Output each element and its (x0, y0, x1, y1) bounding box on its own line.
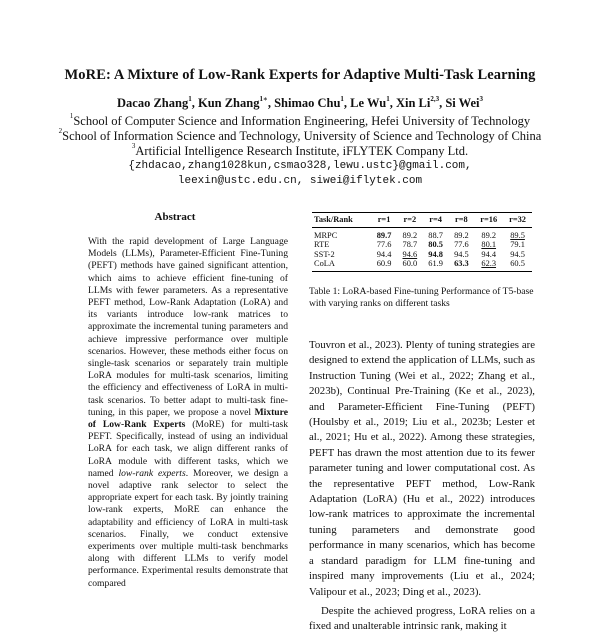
author: Shimao Chu$^1$ (274, 95, 344, 110)
author: Le Wu$^1$ (350, 95, 390, 110)
table-row: MRPC 89.7 89.2 88.7 89.2 89.2 89.5 (314, 230, 525, 240)
paragraph: Touvron et al., 2023). Plenty of tuning strategies are designed to extend the application of LLMs, such as Instruction Tuning (Wei et al., 2022; Zhang et al., 2023b), Continual Pre-Training (Ke et al., 2023), and Parameter-Efficient Fine-Tuning (PEFT) (Houlsby et al., 2019; Liu et al., 2023b; Lester et al., 2021; Hu et al., 2022). Among these strategies, PEFT has drawn the most attention due to its fewer parameter tuning and lower computational cost. As the representative PEFT method, Low-Rank Adaptation (LoRA) (Hu et al., 2022) introduces low-rank matrices to approximate the incremental tuning parameters and demonstrate good performance in many scenarios, which has become a standard paradigm for LLM fine-tuning and inspired many improvements (Liu et al., 2024; Valipour et al., 2023; Ding et al., 2023). (309, 339, 535, 598)
affiliation: $^2$School of Information Science and Technology, University of Science and Technology of China (58, 127, 542, 143)
rank-performance-table (312, 212, 532, 272)
author: Dacao Zhang$^1$ (117, 95, 192, 110)
table-caption: Table 1: LoRA-based Fine-tuning Performance of T5-base with varying ranks on different tasks (309, 286, 534, 310)
paragraph: Despite the achieved progress, LoRA relies on a fixed and unalterable intrinsic rank, making it (309, 604, 535, 633)
email-line: {zhdacao,zhang1028kun,csmao328,lewu.ustc}@gmail.com, (128, 160, 472, 172)
author: Kun Zhang$^{1∗}$ (197, 95, 268, 110)
author: Si Wei$^3$ (445, 95, 483, 110)
abstract-heading: Abstract (154, 211, 196, 223)
paper-title: MoRE: A Mixture of Low-Rank Experts for Adaptive Multi-Task Learning (64, 67, 536, 83)
email-line: leexin@ustc.edu.cn, siwei@iflytek.com (177, 175, 423, 187)
table-header-row: Task/Rank r=1 r=2 r=4 r=8 r=16 r=32 (312, 213, 532, 228)
affiliation: $^1$School of Computer Science and Information Engineering, Hefei University of Technology (69, 112, 531, 128)
affiliation: $^3$Artificial Intelligence Research Institute, iFLYTEK Company Ltd. (131, 142, 469, 158)
body-text (309, 338, 535, 635)
abstract-text: With the rapid development of Large Language Models (LLMs), Parameter-Efficient Fine-Tuning (PEFT) methods have gained significant attention, which aims to achieve efficient fine-tuning of LLMs with fewer parameters. As a representative PEFT method, Low-Rank Adaptation (LoRA) and its variants introduce low-rank matrices to approximate the incremental tuning parameters and achieve impressive performance over multiple scenarios. However, these methods either focus on single-task scenarios or separately train multiple LoRA modules for multi-task scenarios, limiting the efficiency and effectiveness of LoRA in multi-task scenarios. To better adapt to multi-task fine-tuning, in this paper, we propose a novel Mixture of Low-Rank Experts (MoRE) for multi-task PEFT. Specifically, instead of using an individual LoRA for each task, we align different ranks of LoRA module with different tasks, which we named low-rank experts. Moreover, we design a novel adaptive rank selector to select the appropriate expert for each task. By jointly training low-rank experts, MoRE can enhance the adaptability and efficiency of LoRA in multi-task scenarios. Finally, we conduct extensive experiments over multiple multi-task benchmarks along with different LLMs to verify model performance. Experimental results demonstrate that compared (88, 236, 289, 589)
table-row: CoLA 60.9 60.0 61.9 63.3 62.3 60.5 (312, 259, 532, 271)
method-name: Mixture of Low-Rank Experts (88, 406, 288, 431)
table-row: SST-2 94.4 94.6 94.8 94.5 94.4 94.5 (314, 249, 525, 259)
low-rank-experts-term: low-rank experts (118, 467, 186, 479)
author-list: Dacao Zhang$^1$, Kun Zhang$^{1∗}$, Shimao Chu$^1$, Le Wu$^1$, Xin Li$^{2,3}$, Si Wei$^3$ (117, 95, 483, 110)
table-row: RTE 77.6 78.7 80.5 77.6 80.1 79.1 (314, 240, 525, 250)
author: Xin Li$^{2,3}$ (395, 95, 440, 110)
